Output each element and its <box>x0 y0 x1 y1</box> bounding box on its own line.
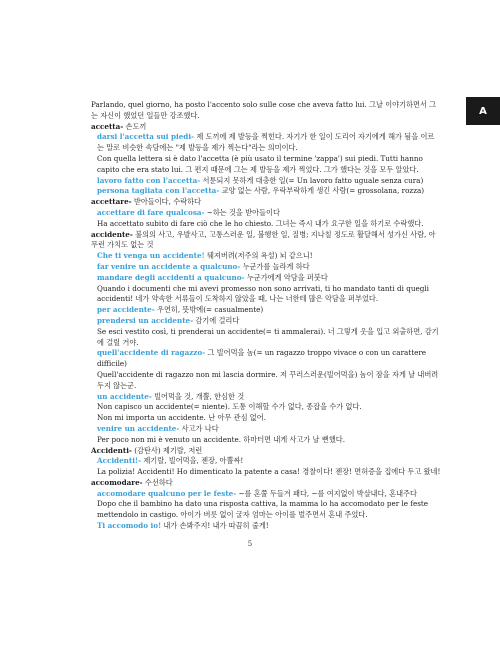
definition: 감기에 걸리다 <box>193 315 240 325</box>
example-sentence: Quando i documenti che mi avevi promesso non sono arrivati, ti ho mandato tanti di quegli accidenti! 네가 약속한 서류들이 도착하지 않았을 때, 나는 너한테 많은 악담을 퍼부었다. <box>97 283 429 304</box>
definition: 누군가에게 악담을 퍼붓다 <box>244 272 328 282</box>
entry-headword-line <box>91 446 441 457</box>
idiom-phrase: quell'accidente di ragazzo- <box>97 348 206 358</box>
definition: 뒈져버려(저주의 욕설) 뇌 같으니! <box>204 251 313 261</box>
idiom-phrase: mandare degli accidenti a qualcuno- <box>97 272 245 282</box>
idiom-phrase: darsi l'accetta sui piedi- <box>97 132 195 142</box>
idiom-phrase: Ti accomodo io! <box>97 521 162 531</box>
entry-phrase-line <box>91 456 441 467</box>
definition: 제 도끼에 제 발등을 찍힌다. 자기가 한 일이 도리어 자기에게 해가 됨을 이르는 말로 비슷한 속담에는 "제 발등을 제가 찍는다"라는 의미이다. <box>97 132 435 153</box>
idiom-phrase: per accidente- <box>97 305 155 315</box>
idiom-phrase: persona tagliata con l'accetta- <box>97 186 220 196</box>
section-letter: A <box>479 105 487 117</box>
idiom-phrase: venire un accidente- <box>97 423 180 433</box>
entry-phrase-line <box>91 316 441 327</box>
idiom-phrase: accomodare qualcuno per le feste- <box>97 488 237 498</box>
definition: 그 빌어먹을 놈(= un ragazzo troppo vivace o con un carattere difficile) <box>97 348 427 369</box>
example-sentence: Non capisco un accidente(= niente). 도통 이해할 수가 없다, 종잡을 수가 없다. <box>97 402 362 412</box>
definition: (감탄사) 제기랄, 저런 <box>131 445 203 455</box>
idiom-phrase: prendersi un accidente- <box>97 315 194 325</box>
definition: 받아들이다, 수락하다 <box>131 197 201 207</box>
example-sentence: Se esci vestito così, ti prenderai un accidente(= ti ammalerai). 너 그렇게 옷을 입고 외출하면, 감기에 걸릴 거야. <box>97 326 439 347</box>
definition: ~를 혼쭐 두들겨 패다, ~를 여지없이 박살내다, 혼내주다 <box>236 488 417 498</box>
entry-phrase-line <box>91 186 441 197</box>
definition: 내가 손봐주지! 내가 따끔히 줄게! <box>161 521 269 531</box>
entry-phrase-line <box>91 392 441 403</box>
headword: accettare- <box>91 197 132 207</box>
definition: 제기랄, 빌어먹을, 젠장, 아뿔싸! <box>141 456 244 466</box>
idiom-phrase: Accidenti!- <box>97 456 142 466</box>
entry-phrase-line <box>91 489 441 500</box>
entry-phrase-line <box>91 176 441 187</box>
paragraph: Parlando, quel giorno, ha posto l'accento solo sulle cose che aveva fatto lui. 그날 이야기하면서 그는 자신이 했었던 일들만 강조했다. <box>91 100 437 120</box>
example-sentence: La polizia! Accidenti! Ho dimenticato la patente a casa! 경찰이다! 젠장! 면허증을 집에다 두고 왔네! <box>97 467 441 477</box>
example-sentence: Quell'accidente di ragazzo non mi lascia dormire. 저 꾸러스러운(빌어먹을) 놈이 잠을 자게 날 내버려 두지 않는군. <box>97 369 439 390</box>
section-letter-tab <box>466 97 500 125</box>
entry-phrase-line <box>91 251 441 262</box>
entry-phrase-line <box>91 424 441 435</box>
definition: 불의의 사고, 우발사고, 고통스러운 일, 불행한 일, 질병; 지나칠 정도로 활달해서 성가신 사람, 아무런 가치도 없는 것 <box>91 229 436 250</box>
entry-phrase-line <box>91 132 441 154</box>
definition: 누군가를 놀라게 하다 <box>240 261 310 271</box>
definition: 손도끼 <box>123 121 147 131</box>
page-number: 5 <box>247 540 253 548</box>
definition: ~하는 것을 받아들이다 <box>204 207 280 217</box>
headword: accidente- <box>91 229 133 239</box>
entry-headword-line <box>91 478 441 489</box>
example-sentence: Per poco non mi è venuto un accidente. 하마터면 내게 사고가 날 뻔했다. <box>97 434 345 444</box>
entry-phrase-line <box>91 521 441 532</box>
example-sentence: Con quella lettera si è dato l'accetta (è più usato il termine 'zappa') sui piedi. Tutti hanno capito che era stato lui. 그 편지 때문에 그는 제 발등을 제가 찍었다. 그가 했다는 것을 모두 알았다. <box>97 153 423 174</box>
idiom-phrase: accettare di fare qualcosa- <box>97 207 205 217</box>
idiom-phrase: un accidente- <box>97 391 152 401</box>
definition: 서툰되지 못하게 대충한 일(= Un lavoro fatto uguale senza cura) <box>200 175 424 185</box>
entry-headword-line <box>91 122 441 133</box>
headword: Accidenti- <box>91 445 132 455</box>
definition: 수선하다 <box>142 477 173 487</box>
entry-headword-line <box>91 197 441 208</box>
idiom-phrase: far venire un accidente a qualcuno- <box>97 261 241 271</box>
headword: accomodare- <box>91 477 143 487</box>
entry-phrase-line <box>91 262 441 273</box>
definition: 교양 없는 사람, 우락부락하게 생긴 사람(= grossolana, rozza) <box>219 186 425 196</box>
example-sentence: Ha accettato subito di fare ciò che le ho chiesto. 그녀는 즉시 내가 요구한 일을 하기로 수락했다. <box>97 218 424 228</box>
idiom-phrase: lavoro fatto con l'accetta- <box>97 175 201 185</box>
idiom-phrase: Che ti venga un accidente! <box>97 251 205 261</box>
example-sentence: Dopo che il bambino ha dato una risposta cattiva, la mamma lo ha accomodato per le feste mettendolo in castigo. 아이가 버릇 없이 굴자 엄마는 아이를 벌주면서 혼내 주었다. <box>97 499 429 520</box>
headword: accetta- <box>91 121 124 131</box>
entry-phrase-line <box>91 305 441 316</box>
entry-phrase-line <box>91 208 441 219</box>
example-sentence: Non mi importa un accidente. 난 아무 관심 없어. <box>97 413 266 423</box>
entry-phrase-line <box>91 348 441 370</box>
definition: 우연히, 뜻밖에(= casualmente) <box>154 305 264 315</box>
definition: 사고가 나다 <box>179 423 219 433</box>
entry-phrase-line <box>91 273 441 284</box>
dictionary-page <box>91 100 441 532</box>
entry-headword-line <box>91 230 441 252</box>
definition: 빌어먹을 것, 개뿔, 한심한 것 <box>151 391 245 401</box>
